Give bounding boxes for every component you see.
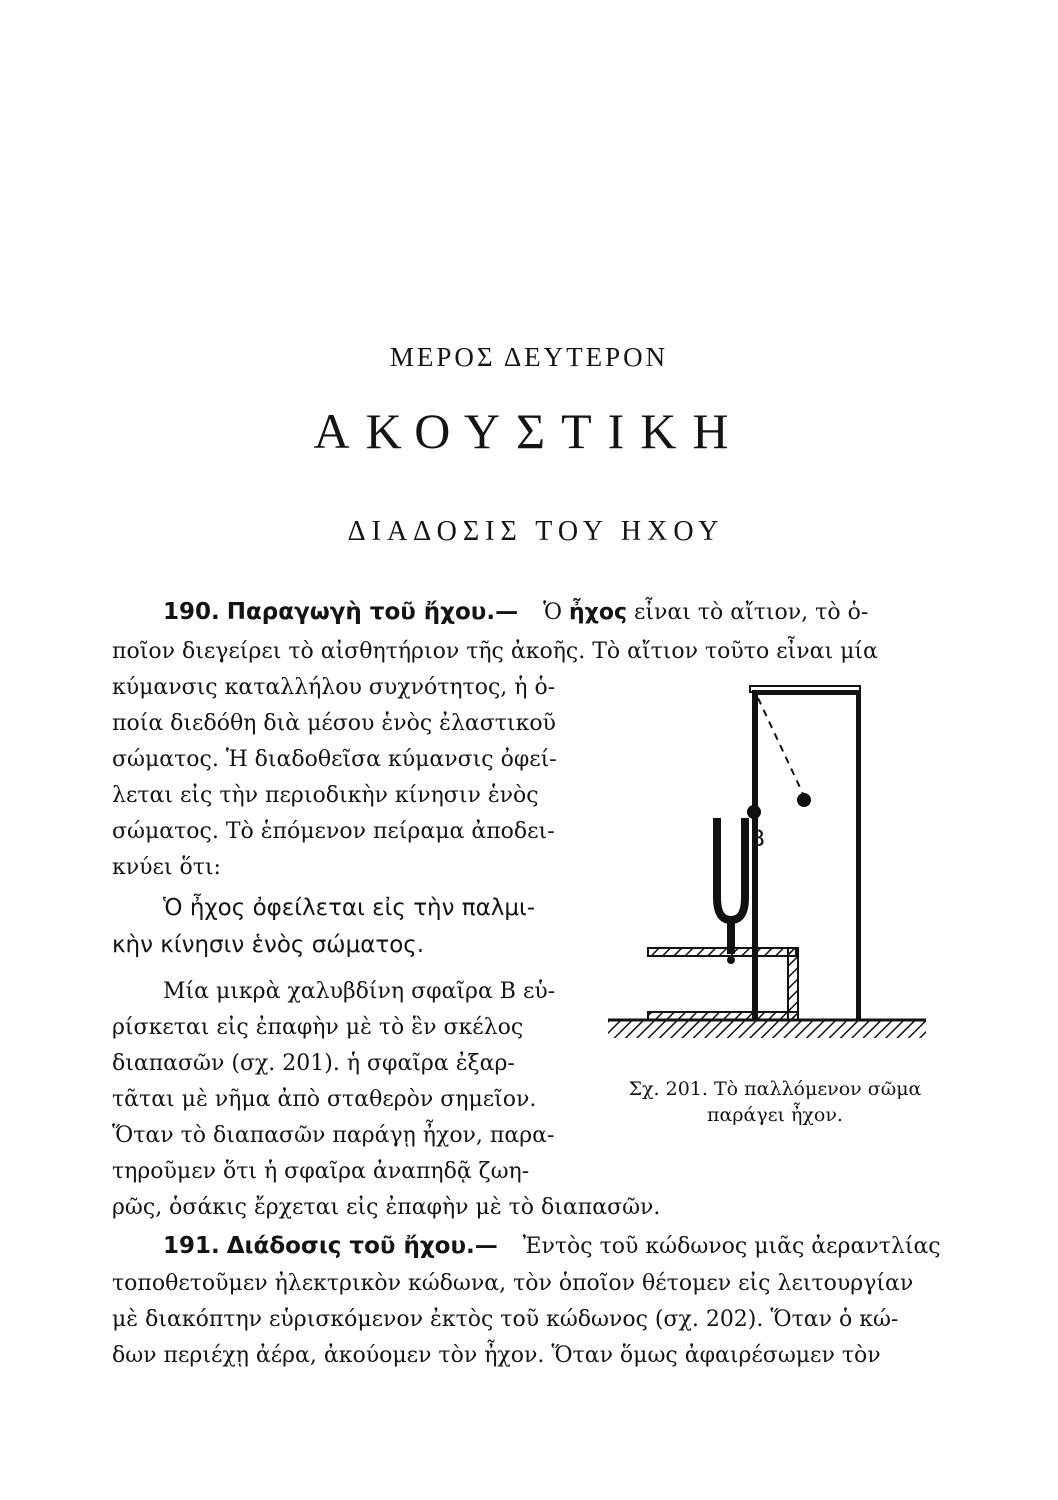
text-line: ποῖον διεγείρει τὸ αἰσθητήριον τῆς ἀκοῆς. Τὸ αἴτιον τοῦτο εἶναι μία xyxy=(112,639,878,664)
tuning-fork xyxy=(717,818,745,920)
bracket-vertical xyxy=(788,948,798,1020)
section-190-first-line xyxy=(163,598,868,627)
law-statement-line: κὴν κίνησιν ἑνὸς σώματος. xyxy=(112,932,425,958)
swing-path-dashed xyxy=(758,698,804,796)
shelf xyxy=(648,948,796,956)
section-191-first-line xyxy=(163,1232,941,1261)
figure-caption-line1: Σχ. 201. Τὸ παλλόμενον σῶμα xyxy=(628,1078,922,1100)
text-line: ρῶς, ὁσάκις ἔρχεται εἰς ἐπαφὴν μὲ τὸ διαπασῶν. xyxy=(112,1195,661,1220)
section-text: Ἐντὸς τοῦ κώδωνος μιᾶς ἀεραντλίας xyxy=(522,1234,941,1259)
text-line: τοποθετοῦμεν ἠλεκτρικὸν κώδωνα, τὸν ὁποῖον θέτομεν εἰς λειτουργίαν xyxy=(112,1271,914,1296)
text-line: τᾶται μὲ νῆμα ἀπὸ σταθερὸν σημεῖον. xyxy=(112,1087,537,1112)
text-line: σώματος. Ἡ διαδοθεῖσα κύμανσις ὀφεί- xyxy=(112,747,557,772)
section-heading: Παραγωγὴ τοῦ ἤχου.— xyxy=(226,599,519,625)
text-line: δων περιέχῃ ἀέρα, ἀκούομεν τὸν ἦχον. Ὅταν ὅμως ἀφαιρέσωμεν τὸν xyxy=(112,1343,881,1368)
text-line: Μία μικρὰ χαλυβδίνη σφαῖρα Β εὑ- xyxy=(163,979,556,1004)
text-line: κύμανσις καταλλήλου συχνότητος, ἡ ὁ- xyxy=(112,675,556,700)
text-line: ρίσκεται εἰς ἐπαφὴν μὲ τὸ ἓν σκέλος xyxy=(112,1015,524,1040)
chapter-title: ΔΙΑΔΟΣΙΣ ΤΟΥ ΗΧΟΥ xyxy=(347,516,725,547)
section-text: εἶναι τὸ αἴτιον, τὸ ὁ- xyxy=(634,600,869,625)
ball-displaced xyxy=(797,793,811,807)
text-line: τηροῦμεν ὅτι ἡ σφαῖρα ἀναπηδᾷ ζωη- xyxy=(112,1159,530,1184)
text-line: μὲ διακόπτην εὑρισκόμενον ἐκτὸς τοῦ κώδωνος (σχ. 202). Ὅταν ὁ κώ- xyxy=(112,1307,899,1332)
law-statement-line: Ὁ ἦχος ὀφείλεται εἰς τὴν παλμι- xyxy=(163,895,536,921)
base-plate xyxy=(648,1012,798,1020)
text-line: κνύει ὅτι: xyxy=(112,855,221,880)
ground-hatch xyxy=(608,1020,926,1038)
text-line: λεται εἰς τὴν περιοδικὴν κίνησιν ἑνὸς xyxy=(112,783,539,808)
ball-label: B xyxy=(750,827,766,852)
text-line: Ὅταν τὸ διαπασῶν παράγῃ ἦχον, παρα- xyxy=(112,1123,555,1148)
figure-tuning-fork xyxy=(600,678,940,1058)
text-line: διαπασῶν (σχ. 201). ἡ σφαῖρα ἐξαρ- xyxy=(112,1051,515,1076)
text-line: ποία διεδόθη διὰ μέσου ἑνὸς ἐλαστικοῦ xyxy=(112,711,556,736)
section-number: 190. xyxy=(163,599,220,625)
stand-post-right xyxy=(856,690,861,1020)
section-text: Ὁ xyxy=(543,600,562,625)
figure-caption-line2: παράγει ἦχον. xyxy=(707,1104,843,1126)
section-heading: Διάδοσις τοῦ ἤχου.— xyxy=(226,1233,498,1259)
text-line: σώματος. Τὸ ἑπόμενον πείραμα ἀποδει- xyxy=(112,819,555,844)
ball-B xyxy=(747,805,761,819)
section-number: 191. xyxy=(163,1233,220,1259)
bold-term: ἦχος xyxy=(568,600,627,625)
part-title: ΜΕΡΟΣ ΔΕΥΤΕΡΟΝ xyxy=(389,342,669,372)
main-title: ΑΚΟΥΣΤΙΚΗ xyxy=(313,403,745,459)
